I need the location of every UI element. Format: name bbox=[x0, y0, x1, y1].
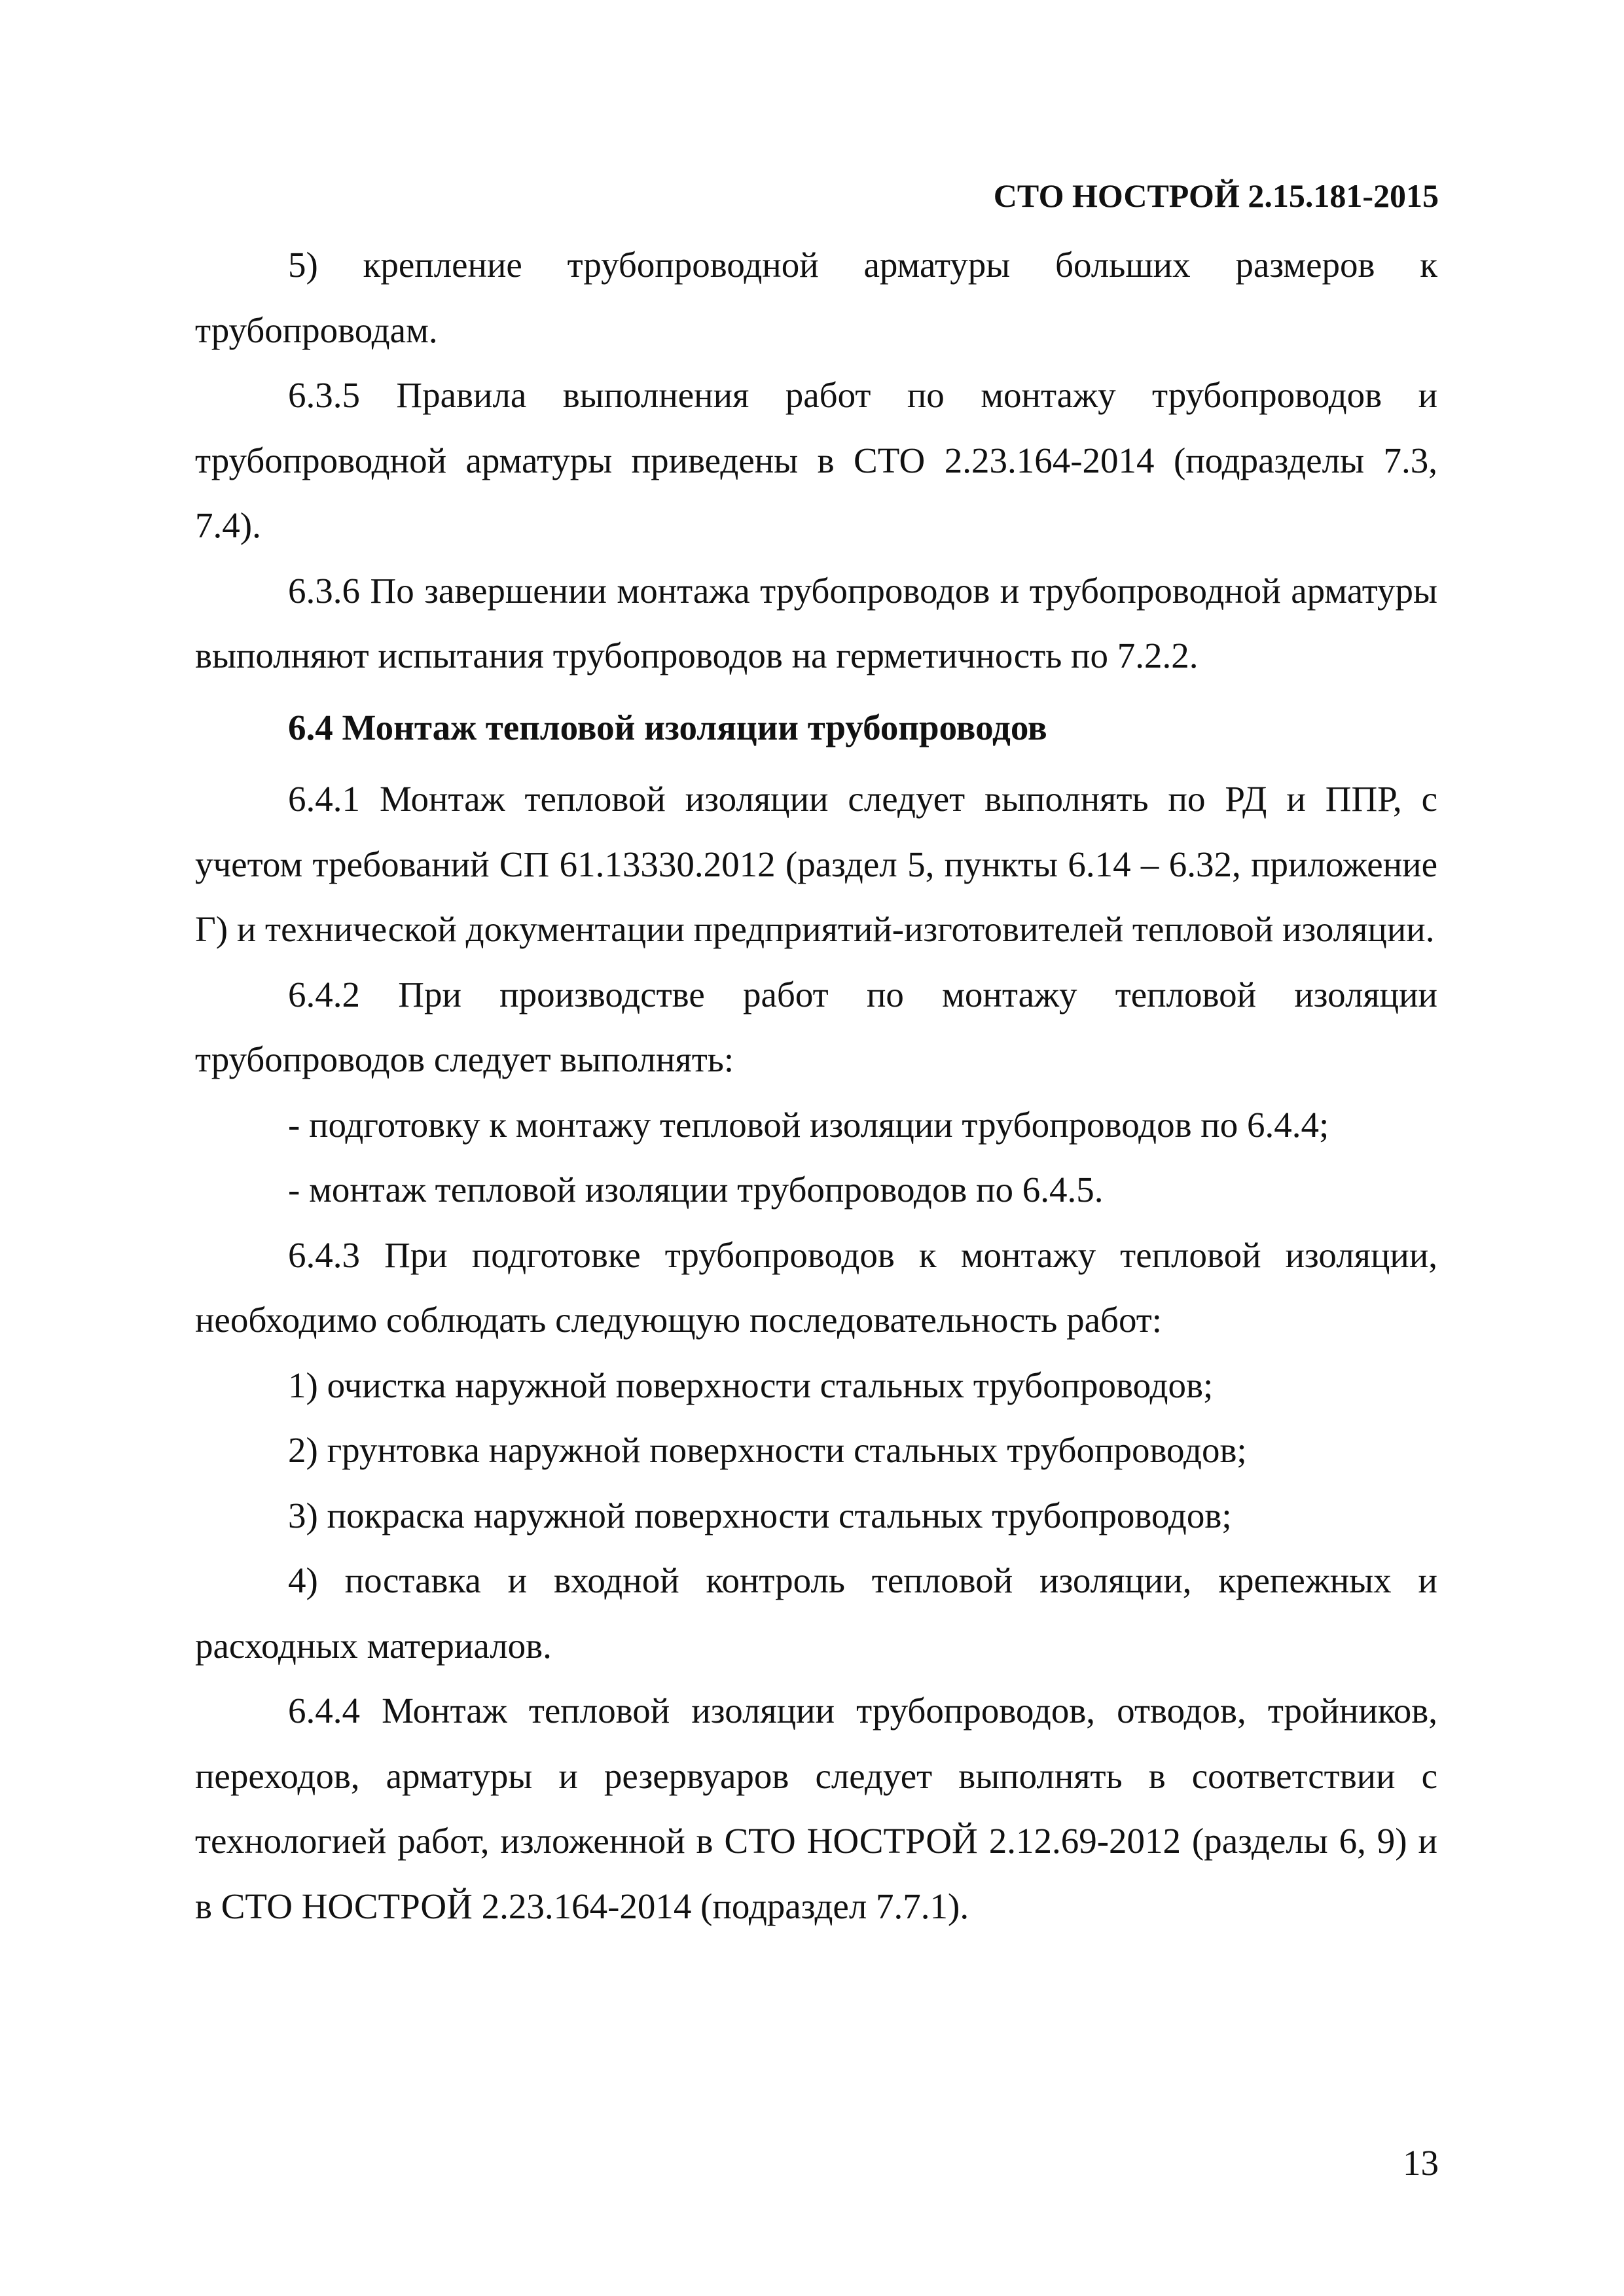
dash-list-item-2: - монтаж тепловой изоляции трубопроводов по 6.4.5. bbox=[288, 1170, 1104, 1210]
page-number: 13 bbox=[1403, 2143, 1439, 2183]
paragraph-6-3-5: 6.3.5 Правила выполнения работ по монтажу трубопроводов и трубопроводной арматуры приведены в СТО 2.23.164-2014 (подразделы 7.3, 7.4). bbox=[195, 375, 1437, 545]
paragraph-item-5: 5) крепление трубопроводной арматуры больших размеров к трубопроводам. bbox=[195, 245, 1437, 350]
paragraph-6-4-3: 6.4.3 При подготовке трубопроводов к монтажу тепловой изоляции, необходимо соблюдать следующую последовательность работ: bbox=[195, 1234, 1437, 1340]
paragraph-6-3-6: 6.3.6 По завершении монтажа трубопроводов и трубопроводной арматуры выполняют испытания трубопроводов на герметичность по 7.2.2. bbox=[195, 570, 1437, 675]
numbered-list-item-1: 1) очистка наружной поверхности стальных трубопроводов; bbox=[288, 1365, 1214, 1405]
document-body bbox=[195, 232, 1437, 1939]
section-heading-6-4: 6.4 Монтаж тепловой изоляции трубопроводов bbox=[288, 707, 1047, 747]
numbered-list-item-2: 2) грунтовка наружной поверхности стальных трубопроводов; bbox=[288, 1430, 1247, 1470]
paragraph-6-4-2: 6.4.2 При производстве работ по монтажу тепловой изоляции трубопроводов следует выполнять: bbox=[195, 974, 1437, 1079]
paragraph-6-4-1: 6.4.1 Монтаж тепловой изоляции следует выполнять по РД и ППР, с учетом требований СП 61.13330.2012 (раздел 5, пункты 6.14 – 6.32, приложение Г) и технической документации предприятий-изготовителей тепловой изоляции. bbox=[195, 779, 1437, 949]
document-code-header: СТО НОСТРОЙ 2.15.181-2015 bbox=[993, 177, 1439, 214]
numbered-list-item-4: 4) поставка и входной контроль тепловой изоляции, крепежных и расходных материалов. bbox=[195, 1560, 1437, 1666]
dash-list-item-1: - подготовку к монтажу тепловой изоляции трубопроводов по 6.4.4; bbox=[288, 1104, 1329, 1145]
numbered-list-item-3: 3) покраска наружной поверхности стальных трубопроводов; bbox=[288, 1495, 1232, 1535]
paragraph-6-4-4: 6.4.4 Монтаж тепловой изоляции трубопроводов, отводов, тройников, переходов, арматуры и резервуаров следует выполнять в соответствии с технологией работ, изложенной в СТО НОСТРОЙ 2.12.69-2012 (разделы 6, 9) и в СТО НОСТРОЙ 2.23.164-2014 (подраздел 7.7.1). bbox=[195, 1691, 1437, 1926]
